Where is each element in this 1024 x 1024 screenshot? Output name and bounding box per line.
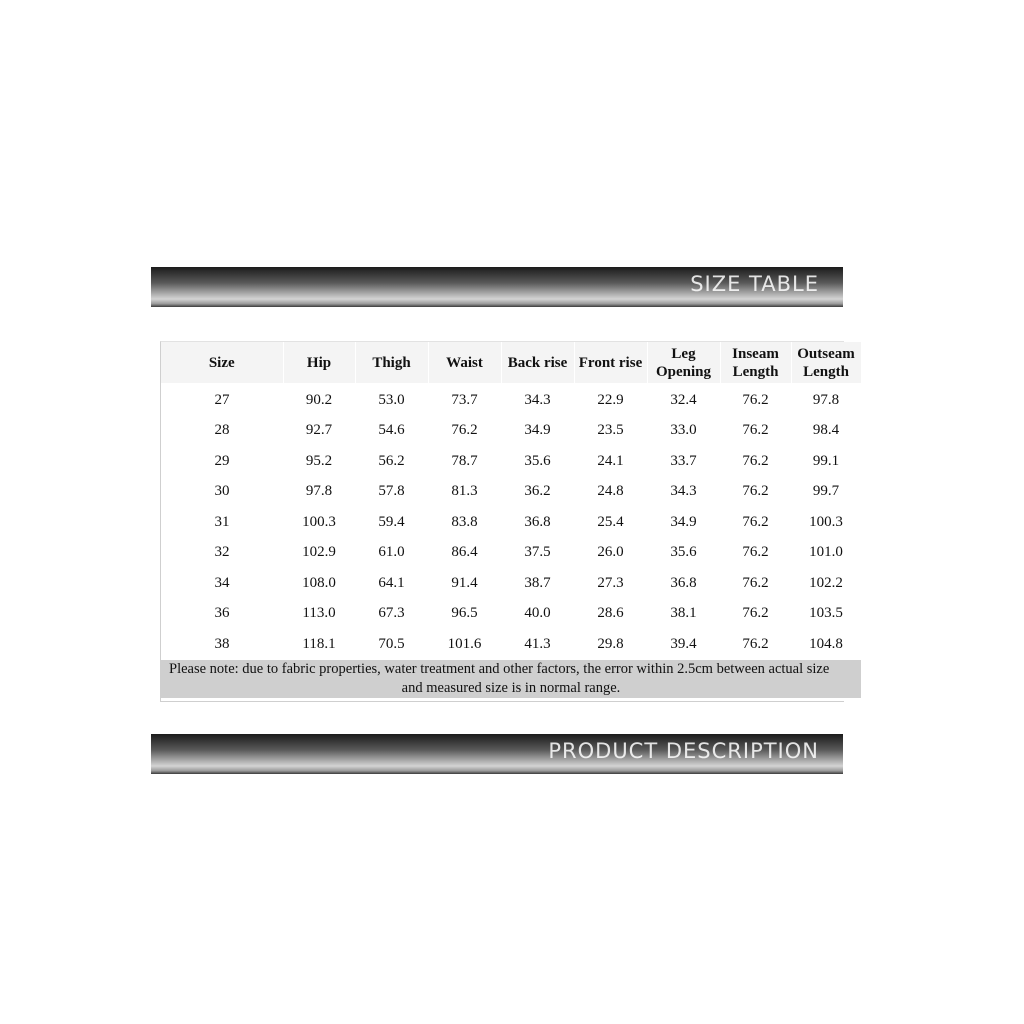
table-cell: 91.4: [451, 574, 478, 591]
table-cell: 37.5: [524, 544, 551, 561]
table-cell: 76.2: [742, 574, 769, 591]
table-cell: 33.7: [670, 452, 697, 469]
table-cell: 28.6: [597, 605, 624, 622]
table-cell: 97.8: [812, 391, 840, 408]
table-cell: 36.8: [670, 574, 697, 591]
column-header: [720, 342, 791, 383]
column-header: [355, 342, 428, 383]
table-cell: 57.8: [378, 483, 405, 500]
table-cell: 53.0: [378, 391, 405, 408]
table-row: [161, 507, 861, 538]
table-row: [161, 599, 861, 630]
table-cell: 113.0: [302, 605, 336, 622]
table-cell: 76.2: [742, 513, 769, 530]
table-cell: 92.7: [305, 422, 333, 439]
table-cell: 83.8: [451, 513, 478, 530]
table-cell: 101.6: [447, 635, 482, 652]
column-header-line: Length: [803, 363, 849, 380]
column-header-line: Inseam: [732, 345, 779, 362]
table-cell: 27.3: [597, 574, 624, 591]
table-cell: 35.6: [524, 452, 551, 469]
table-note-line-2: and measured size is in normal range.: [401, 679, 621, 696]
table-note-line-1: Please note: due to fabric properties, water treatment and other factors, the error within 2.5cm between actual size: [169, 660, 830, 677]
table-cell: 31: [214, 513, 230, 530]
table-cell: 41.3: [524, 635, 551, 652]
table-cell: 26.0: [597, 544, 624, 561]
table-header-row: [161, 342, 861, 383]
table-body: [161, 383, 861, 660]
column-header-line: Length: [732, 363, 779, 380]
table-row: [161, 477, 861, 508]
column-header: [647, 342, 720, 383]
table-cell: 40.0: [524, 605, 551, 622]
column-header: [574, 342, 647, 383]
column-header-line: Thigh: [372, 354, 411, 371]
table-cell: 38: [214, 635, 230, 652]
table-cell: 95.2: [305, 452, 333, 469]
column-header-line: Waist: [446, 354, 483, 371]
table-cell: 34.3: [524, 391, 551, 408]
table-cell: 35.6: [670, 544, 697, 561]
table-cell: 76.2: [742, 452, 769, 469]
size-table-container: [160, 341, 855, 702]
size-table-banner: [151, 267, 843, 307]
table-cell: 38.7: [524, 574, 551, 591]
table-cell: 38.1: [670, 605, 697, 622]
table-cell: 101.0: [809, 544, 843, 561]
table-cell: 34: [214, 574, 230, 591]
column-header-line: Hip: [306, 354, 332, 371]
table-cell: 76.2: [742, 483, 769, 500]
table-cell: 118.1: [302, 635, 336, 652]
table-cell: 34.9: [670, 513, 697, 530]
table-cell: 64.1: [378, 574, 405, 591]
table-cell: 76.2: [742, 635, 769, 652]
table-cell: 36.2: [524, 483, 551, 500]
table-cell: 67.3: [378, 605, 405, 622]
table-row: [161, 446, 861, 477]
table-cell: 27: [214, 391, 230, 408]
table-cell: 76.2: [742, 605, 769, 622]
table-cell: 102.2: [809, 574, 843, 591]
column-header: [161, 342, 283, 383]
table-cell: 61.0: [378, 544, 405, 561]
table-cell: 78.7: [451, 452, 478, 469]
table-cell: 56.2: [378, 452, 405, 469]
table-cell: 103.5: [809, 605, 843, 622]
table-cell: 104.8: [809, 635, 843, 652]
table-cell: 39.4: [670, 635, 697, 652]
table-cell: 86.4: [451, 544, 478, 561]
table-cell: 102.9: [302, 544, 336, 561]
table-cell: 76.2: [742, 391, 769, 408]
table-cell: 32.4: [670, 391, 697, 408]
column-header: [283, 342, 355, 383]
table-cell: 23.5: [597, 422, 624, 439]
table-cell: 32: [214, 544, 230, 561]
table-cell: 100.3: [302, 513, 336, 530]
table-note: [161, 660, 861, 698]
table-cell: 99.7: [812, 483, 840, 500]
table-cell: 108.0: [302, 574, 336, 591]
table-cell: 70.5: [378, 635, 405, 652]
table-cell: 28: [214, 422, 230, 439]
table-cell: 36.8: [524, 513, 551, 530]
table-cell: 33.0: [670, 422, 697, 439]
table-cell: 76.2: [451, 422, 478, 439]
table-cell: 34.3: [670, 483, 697, 500]
product-description-banner: [151, 734, 843, 774]
table-cell: 54.6: [378, 422, 405, 439]
product-description-banner-title: PRODUCT DESCRIPTION: [548, 739, 819, 763]
column-header-line: Leg: [671, 345, 696, 362]
table-row: [161, 568, 861, 599]
size-table-banner-title: SIZE TABLE: [690, 272, 819, 296]
table-cell: 90.2: [305, 391, 333, 408]
column-header: [791, 342, 861, 383]
table-cell: 73.7: [451, 391, 478, 408]
table-cell: 29: [214, 452, 230, 469]
column-header-line: Size: [208, 354, 235, 371]
table-cell: 97.8: [305, 483, 333, 500]
table-note-row: [161, 660, 861, 698]
table-cell: 98.4: [812, 422, 840, 439]
column-header: [501, 342, 574, 383]
table-cell: 81.3: [451, 483, 478, 500]
table-cell: 76.2: [742, 544, 769, 561]
column-header-line: Opening: [655, 363, 712, 380]
table-row: [161, 538, 861, 569]
table-cell: 59.4: [378, 513, 405, 530]
table-cell: 76.2: [742, 422, 769, 439]
size-table: [161, 342, 862, 698]
table-cell: 100.3: [809, 513, 843, 530]
table-row: [161, 416, 861, 447]
table-cell: 24.8: [597, 483, 624, 500]
table-cell: 99.1: [812, 452, 840, 469]
table-cell: 22.9: [597, 391, 624, 408]
table-cell: 34.9: [524, 422, 551, 439]
table-cell: 30: [214, 483, 230, 500]
column-header-line: Outseam: [797, 345, 855, 362]
table-row: [161, 629, 861, 660]
table-cell: 36: [214, 605, 230, 622]
table-row: [161, 383, 861, 416]
column-header-line: Front rise: [578, 354, 643, 371]
column-header: [428, 342, 501, 383]
table-cell: 25.4: [597, 513, 624, 530]
table-cell: 24.1: [597, 452, 624, 469]
table-cell: 29.8: [597, 635, 624, 652]
table-cell: 96.5: [451, 605, 478, 622]
column-header-line: Back rise: [507, 354, 568, 371]
